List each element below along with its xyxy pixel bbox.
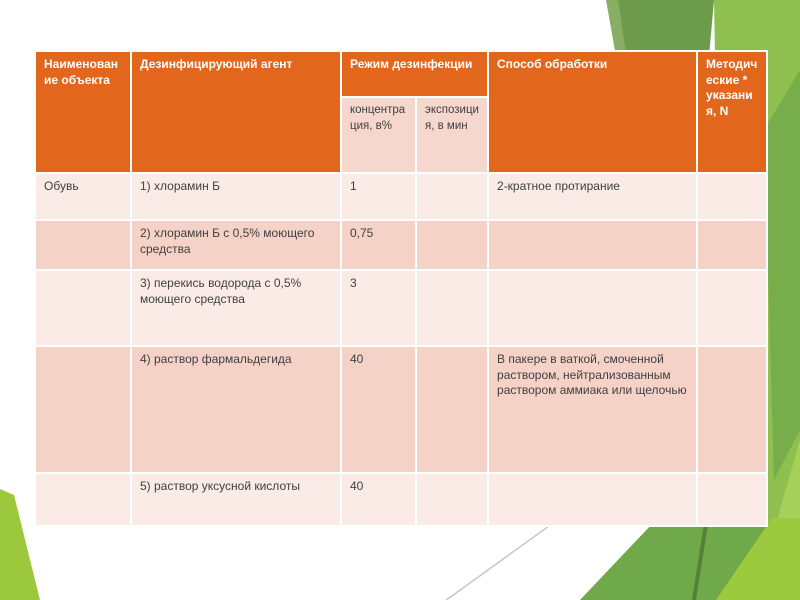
- table-row: [35, 173, 767, 220]
- cell-exposure: [416, 270, 488, 346]
- cell-method: [488, 220, 697, 270]
- table-row: [35, 473, 767, 526]
- cell-exposure: [416, 220, 488, 270]
- cell-agent: 2) хлорамин Б с 0,5% моющего средства: [131, 220, 341, 270]
- cell-agent: 4) раствор фармальдегида: [131, 346, 341, 473]
- cell-exposure: [416, 346, 488, 473]
- cell-method: [488, 270, 697, 346]
- cell-concentration: 40: [341, 473, 416, 526]
- cell-agent: 3) перекись водорода с 0,5% моющего средства: [131, 270, 341, 346]
- cell-object: [35, 220, 131, 270]
- header-row: [35, 51, 767, 97]
- cell-guidelines: [697, 173, 767, 220]
- cell-object: [35, 346, 131, 473]
- table-row: [35, 346, 767, 473]
- subheader-concentration: концентрация, в%: [341, 97, 416, 173]
- column-header-guidelines: Методические * указания, N: [697, 51, 767, 173]
- disinfection-table: [34, 50, 768, 527]
- cell-method: В пакере в ваткой, смоченной раствором, нейтрализованным раствором аммиака или щелочью: [488, 346, 697, 473]
- cell-concentration: 3: [341, 270, 416, 346]
- column-header-method: Способ обработки: [488, 51, 697, 173]
- cell-guidelines: [697, 346, 767, 473]
- cell-object: [35, 270, 131, 346]
- column-header-agent: Дезинфицирующий агент: [131, 51, 341, 173]
- subheader-exposure: экспозиция, в мин: [416, 97, 488, 173]
- cell-concentration: 40: [341, 346, 416, 473]
- cell-exposure: [416, 473, 488, 526]
- cell-object: [35, 473, 131, 526]
- column-header-regime: Режим дезинфекции: [341, 51, 488, 97]
- cell-exposure: [416, 173, 488, 220]
- cell-guidelines: [697, 270, 767, 346]
- column-header-object: Наименование объекта: [35, 51, 131, 173]
- cell-guidelines: [697, 220, 767, 270]
- cell-agent: 1) хлорамин Б: [131, 173, 341, 220]
- table-row: [35, 220, 767, 270]
- cell-concentration: 0,75: [341, 220, 416, 270]
- cell-concentration: 1: [341, 173, 416, 220]
- cell-method: 2-кратное протирание: [488, 173, 697, 220]
- diagonal-line-decoration: [438, 518, 560, 600]
- cell-object: Обувь: [35, 173, 131, 220]
- cell-method: [488, 473, 697, 526]
- table-row: [35, 270, 767, 346]
- cell-agent: 5) раствор уксусной кислоты: [131, 473, 341, 526]
- cell-guidelines: [697, 473, 767, 526]
